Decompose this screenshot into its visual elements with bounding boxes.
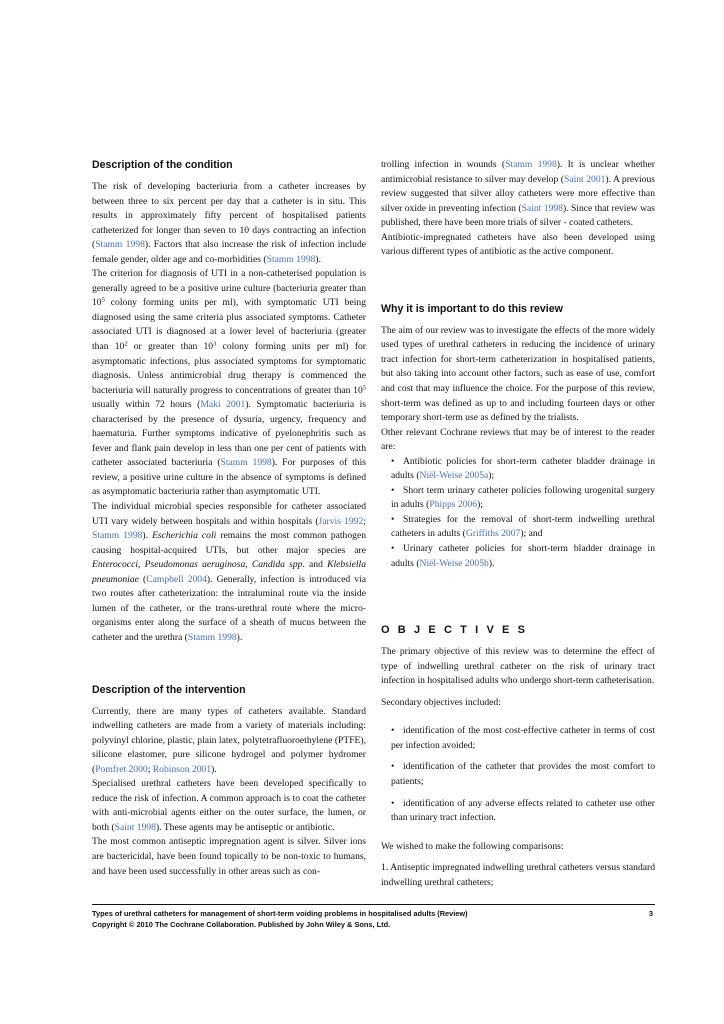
section-heading-condition: Description of the condition xyxy=(92,159,233,171)
list-item: • identification of the catheter that provides the most comfort to patients; xyxy=(391,761,655,787)
paragraph: Currently, there are many types of catheters available. Standard indwelling catheters are made from a variety of materials including: polyvinyl chlorine, plastic, plain latex, polytetrafluoroethylene (PTFE), silicone elastomer, pure silicone hydrogel and polymer hydromer (Pomfret 2000; Robinson 2001). xyxy=(92,705,366,775)
section-heading-intervention: Description of the intervention xyxy=(92,683,246,696)
section-heading-why: Why it is important to do this review xyxy=(381,302,563,315)
citation-link[interactable]: Stamm 1998 xyxy=(266,253,316,265)
citation-link[interactable]: Robinson 2001 xyxy=(152,763,212,775)
citation-link[interactable]: Campbell 2004 xyxy=(146,573,207,585)
footer-copyright: Copyright © 2010 The Cochrane Collaboration. Published by John Wiley & Sons, Ltd. xyxy=(92,920,391,929)
paragraph: The primary objective of this review was to determine the effect of type of indwelling urethral catheter on the risk of urinary tract infection in hospitalised adults who undergo short-term catheterisation. xyxy=(381,646,655,687)
paragraph: The aim of our review was to investigate the effects of the more widely used types of urethral catheters in reducing the incidence of urinary tract infection for short-term catheterization in hospitalised patients, but also taking into account other factors, such as ease of use, comfort and cost that may influence the choice. For the purpose of this review, short-term was defined as up to and including fourteen days or other temporary short-term use as defined by the trialists. xyxy=(381,324,655,424)
citation-link[interactable]: Stamm 1998 xyxy=(505,159,557,170)
citation-link[interactable]: Saint 2001 xyxy=(563,173,606,185)
footer-title: Types of urethral catheters for management of short-term voiding problems in hospitalised adults (Review) xyxy=(92,909,468,918)
paragraph: Other relevant Cochrane reviews that may be of interest to the reader are: xyxy=(381,426,655,453)
paragraph: The risk of developing bacteriuria from a catheter increases by between three to six percent per day that a catheter is in situ. This results in approximately fifty percent of hospitalised patients catheterized for longer than seven to 10 days contracting an infection (Stamm 1998). Factors that also increase the risk of infection include female gender, older age and co-morbidities (Stamm 1998). xyxy=(92,181,367,265)
citation-link[interactable]: Saint 1998 xyxy=(521,202,563,214)
list-item: • Strategies for the removal of short-term indwelling urethral catheters in adults (Griffiths 2007); and xyxy=(391,513,655,540)
paragraph: Secondary objectives included: xyxy=(381,696,501,708)
footer-divider xyxy=(92,904,655,905)
page-footer xyxy=(92,908,655,930)
list-item: • Short term urinary catheter policies following urogenital surgery in adults (Phipps 2006); xyxy=(391,484,655,511)
citation-link[interactable]: Stamm 1998 xyxy=(187,631,237,643)
page-number: 3 xyxy=(648,909,653,918)
list-item: • Urinary catheter policies for short-term bladder drainage in adults (Niël-Weise 2005b). xyxy=(391,543,655,569)
citation-link[interactable]: Phipps 2006 xyxy=(429,499,478,511)
paragraph: Antibiotic-impregnated catheters have also been developed using various different types of antibiotic as the active component. xyxy=(381,231,655,258)
list-item: • identification of the most cost-effective catheter in terms of cost per infection avoided; xyxy=(391,725,655,751)
paragraph: The most common antiseptic impregnation agent is silver. Silver ions are bactericidal, have been found topically to be non-toxic to humans, and have been used successfully in other areas such as con- xyxy=(92,836,366,877)
citation-link[interactable]: Stamm 1998 xyxy=(95,239,145,251)
citation-link[interactable]: Niël-Weise 2005b xyxy=(419,557,489,569)
paragraph: The individual microbial species responsible for catheter associated UTI vary widely between hospitals and within hospitals (Jarvis 1992; Stamm 1998). Escherichia coli remains the most common pathogen causing hospital-acquired UTIs, but other major species are Enterococci, Pseudomonas aeruginosa, Candida spp. and Klebsiella pneumoniae (Campbell 2004). Generally, infection is introduced via two routes after catheterization: the intraluminal route via the inside lumen of the catheter, or the trans-urethral route where the micro-organisms enter along the surface of a sheath of mucus between the catheter and the urethra (Stamm 1998). xyxy=(92,501,367,643)
paragraph: The criterion for diagnosis of UTI in a non-catheterised population is generally agreed to be a positive urine culture (bacteriuria greater than $10^5$ colony forming units per ml), with symptomatic UTI being diagnosed using the same criteria plus associated symptoms. Catheter associated UTI is diagnosed at a lower level of bacteriuria (greater than $10^2$ or greater than $10^3$ colony forming units per ml) for asymptomatic infections, plus associated symptoms for symptomatic diagnosis. Unless antimicrobial drug therapy is commenced the bacteriuria will naturally progress to concentrations of greater than $10^5$ usually within 72 hours (Maki 2001). Symptomatic bacteriuria is characterised by the presence of dysuria, urgency, frequency and haematuria. Further symptoms indicative of pyelonephritis such as fever and flank pain develop in less than one per cent of patients with catheter associated bacteriuria (Stamm 1998). For purposes of this review, a positive urine culture in the absence of symptoms is defined as asymptomatic bacteriuria rather than asymptomatic UTI. xyxy=(92,268,367,498)
list-item: • Antibiotic policies for short-term catheter bladder drainage in adults (Niël-Weise 2005a); xyxy=(391,455,655,482)
section-heading-objectives: O B J E C T I V E S xyxy=(381,624,528,637)
citation-link[interactable]: Griffiths 2007 xyxy=(465,528,521,540)
citation-link[interactable]: Saint 1998 xyxy=(114,821,156,833)
citation-link[interactable]: Niël-Weise 2005a xyxy=(419,470,489,482)
citation-link[interactable]: Maki 2001 xyxy=(200,399,246,411)
paragraph: trolling infection in wounds (Stamm 1998). It is unclear whether antimicrobial resistance to silver may develop (Saint 2001). A previous review suggested that silver alloy catheters were more effective than silver oxide in preventing infection (Saint 1998). Since that review was published, there have been more trials of silver - coated catheters. xyxy=(381,159,655,229)
list-item: • identification of any adverse effects related to catheter use other than urinary tract infection. xyxy=(391,797,655,824)
citation-link[interactable]: Stamm 1998 xyxy=(92,530,143,542)
citation-link[interactable]: Jarvis 1992 xyxy=(318,515,364,527)
right-column xyxy=(381,158,655,890)
citation-link[interactable]: Stamm 1998 xyxy=(220,457,272,469)
paragraph: Specialised urethral catheters have been developed specifically to reduce the risk of infection. A common approach is to coat the catheter with anti-microbial agents either on the outer surface, the lumen, or both (Saint 1998). These agents may be antiseptic or antibiotic. xyxy=(92,778,366,833)
citation-link[interactable]: Pomfret 2000 xyxy=(95,763,148,775)
left-column xyxy=(92,158,366,879)
paragraph: We wished to make the following comparisons: xyxy=(381,840,564,852)
paragraph: 1. Antiseptic impregnated indwelling urethral catheters versus standard indwelling urethral catheters; xyxy=(381,862,655,888)
